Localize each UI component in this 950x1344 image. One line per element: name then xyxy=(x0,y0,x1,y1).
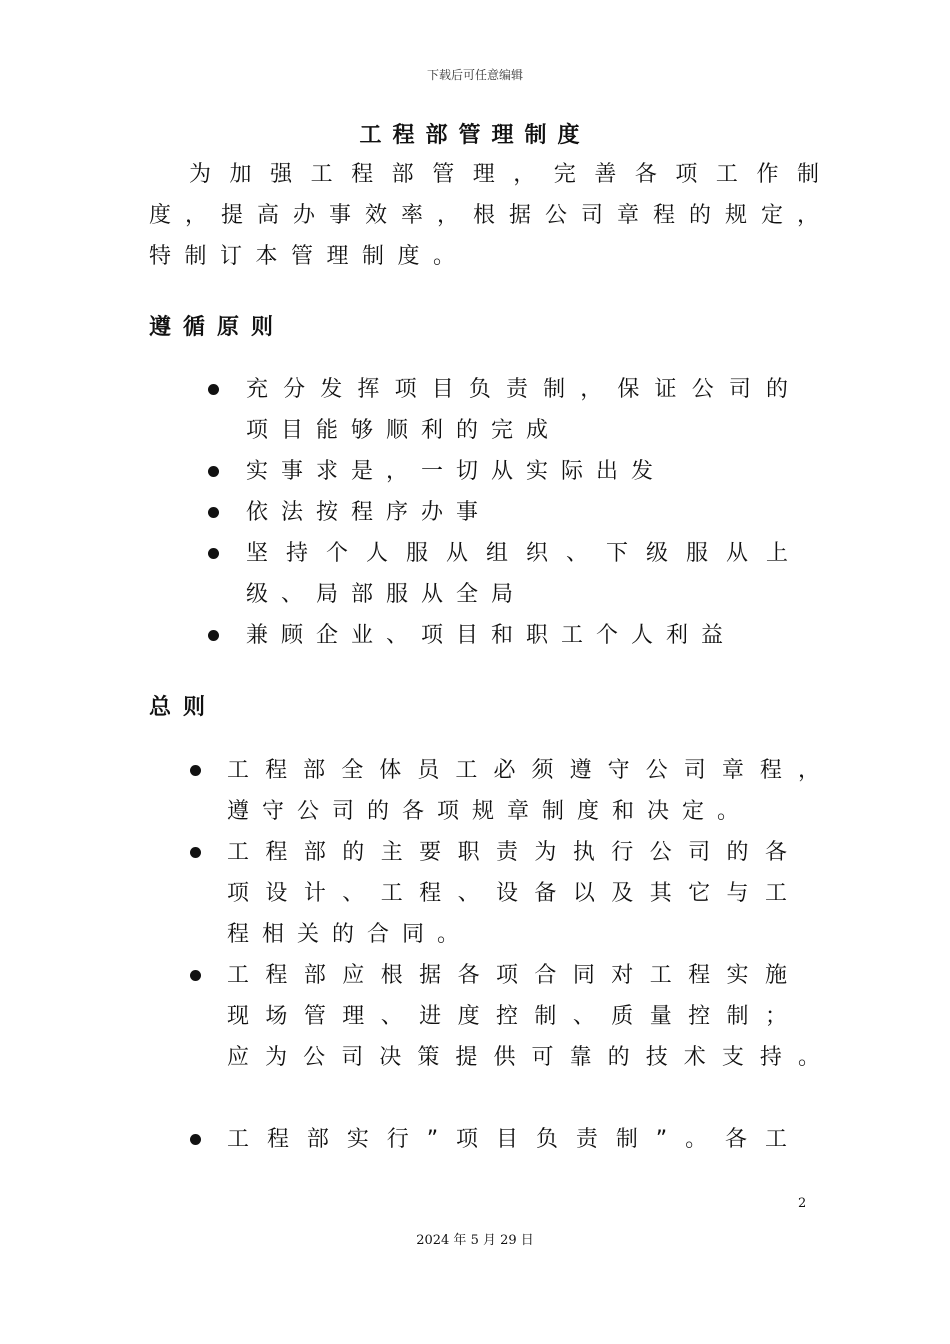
list-item-line: 充分发挥项目负责制，保证公司的 xyxy=(246,377,788,402)
list-item xyxy=(208,492,788,533)
list-item xyxy=(208,533,788,615)
list-item xyxy=(208,369,788,451)
list-item-line: 工程部的主要职责为执行公司的各 xyxy=(227,840,787,865)
intro-line: 特制订本管理制度。 xyxy=(149,244,469,269)
document-title: 工程部管理制度 xyxy=(359,123,591,148)
list-item-line: 应为公司决策提供可靠的技术支持。 xyxy=(227,1045,820,1070)
header-note: 下载后可任意编辑 xyxy=(426,68,523,82)
list-item xyxy=(208,451,788,492)
intro-paragraph xyxy=(149,154,819,277)
list-item xyxy=(190,955,820,1119)
bullet-icon xyxy=(190,765,201,776)
list-item xyxy=(208,615,788,656)
list-item xyxy=(190,832,820,955)
bullet-icon xyxy=(208,630,219,641)
general-list xyxy=(190,750,820,1160)
principles-heading: 遵循原则 xyxy=(149,315,286,340)
list-item xyxy=(190,1119,820,1160)
list-item-line: 项目能够顺利的完成 xyxy=(246,418,562,443)
bullet-icon xyxy=(208,384,219,395)
bullet-icon xyxy=(190,1134,201,1145)
list-item-line: 依法按程序办事 xyxy=(246,500,492,525)
list-item-line: 程相关的合同。 xyxy=(227,922,473,947)
list-item-line: 坚持个人服从组织、下级服从上 xyxy=(246,541,788,566)
bullet-icon xyxy=(208,507,219,518)
list-item-line: 工程部全体员工必须遵守公司章程， xyxy=(227,758,820,783)
list-item-line: 工程部应根据各项合同对工程实施 xyxy=(227,963,787,988)
intro-line: 度，提高办事效率，根据公司章程的规定， xyxy=(149,203,819,228)
list-item-line: 遵守公司的各项规章制度和决定。 xyxy=(227,799,753,824)
list-item-line: 兼顾企业、项目和职工个人利益 xyxy=(246,623,737,648)
list-item-line: 现场管理、进度控制、质量控制； xyxy=(227,1004,787,1029)
bullet-icon xyxy=(190,847,201,858)
list-item-line: 实事求是，一切从实际出发 xyxy=(246,459,667,484)
bullet-icon xyxy=(208,548,219,559)
intro-line: 为加强工程部管理，完善各项工作制 xyxy=(189,162,819,187)
principles-list xyxy=(208,369,788,656)
list-item-line: 工程部实行”项目负责制”。各工 xyxy=(227,1127,787,1152)
list-item-line: 级、局部服从全局 xyxy=(246,582,527,607)
general-heading: 总则 xyxy=(149,695,218,720)
list-item xyxy=(190,750,820,832)
bullet-icon xyxy=(208,466,219,477)
footer-date: 2024 年 5 月 29 日 xyxy=(416,1233,534,1248)
bullet-icon xyxy=(190,970,201,981)
page-number: 2 xyxy=(798,1196,807,1211)
list-item-line: 项设计、工程、设备以及其它与工 xyxy=(227,881,787,906)
